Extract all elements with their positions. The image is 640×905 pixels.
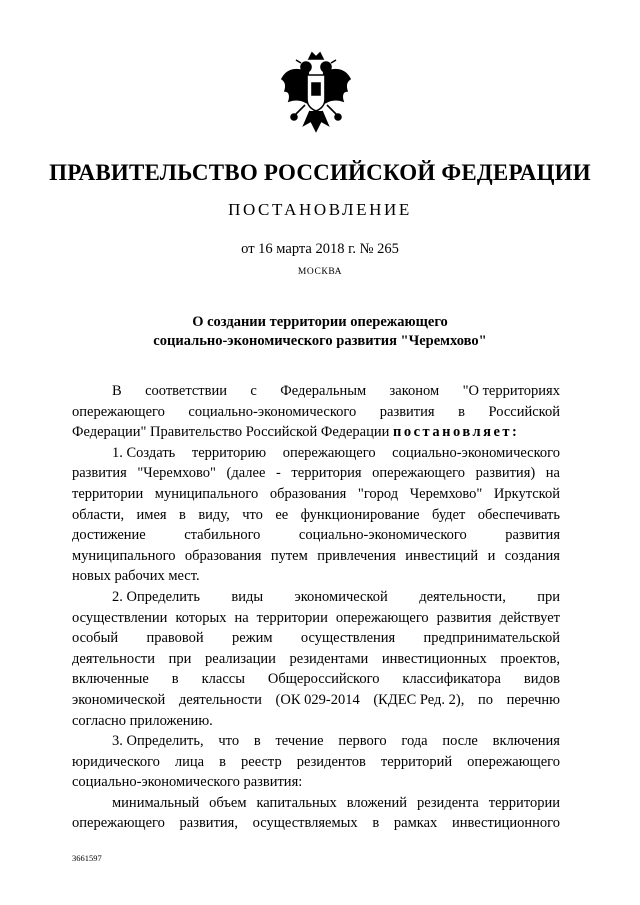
text-line: [72, 566, 560, 587]
document-date-number: от 16 марта 2018 г. № 265: [241, 241, 399, 257]
text-line: [72, 649, 560, 670]
word: опережающего: [372, 465, 465, 482]
word: Иркутской: [493, 485, 560, 502]
text-line: [72, 669, 560, 690]
word: режим: [231, 630, 273, 647]
word: образования: [269, 485, 347, 502]
word: проектов,: [500, 650, 560, 667]
word: инвестиционного: [451, 815, 560, 832]
word: что: [242, 506, 263, 523]
word: в: [253, 733, 261, 750]
word: на: [234, 609, 249, 626]
word: объем: [209, 794, 247, 811]
word: создания: [504, 547, 560, 564]
word: капитальных: [256, 794, 337, 811]
word: территорий: [380, 753, 453, 770]
word: года: [401, 733, 428, 750]
word: что: [218, 733, 240, 750]
word: предпринимательской: [423, 630, 560, 647]
text-line: [72, 772, 560, 793]
word: "О территориях: [462, 383, 560, 399]
word: которых: [175, 609, 227, 626]
word: социально-экономического: [298, 527, 467, 544]
word: особый: [72, 630, 119, 647]
text-line: [72, 422, 560, 443]
word: развития): [475, 465, 536, 482]
text-line: [72, 628, 560, 649]
word: деятельности,: [419, 588, 506, 605]
word: Общероссийского: [267, 671, 380, 688]
word: опережающего: [335, 609, 429, 626]
word: "Черемхово": [137, 465, 216, 482]
word: Российской: [488, 403, 560, 420]
word: развития: [379, 403, 435, 420]
word: "город: [357, 485, 399, 502]
word: перечню: [506, 691, 560, 708]
word: включенные: [72, 671, 149, 688]
word: в: [171, 671, 179, 688]
document-body: [72, 381, 560, 834]
word: виду,: [198, 506, 230, 523]
word: (КДЕС Ред. 2),: [373, 691, 465, 708]
word: видов: [523, 671, 560, 688]
word: будет: [432, 506, 466, 523]
word: с: [250, 383, 257, 399]
word: осуществления: [300, 630, 396, 647]
word: действует: [499, 609, 560, 626]
word: виды: [231, 588, 264, 605]
word: включения: [492, 733, 560, 750]
word: опережающего: [72, 815, 165, 832]
word: первого: [338, 733, 387, 750]
word: деятельности: [178, 691, 262, 708]
text-line: [72, 505, 560, 526]
word: рамках: [393, 815, 438, 832]
word: Федеральным: [280, 383, 367, 399]
word: Черемхово": [409, 485, 483, 502]
word: опережающего: [467, 753, 560, 770]
word: течение: [275, 733, 324, 750]
text-line: [72, 731, 560, 752]
word: образования: [184, 547, 262, 564]
word: и: [487, 547, 496, 564]
text-line: [72, 813, 560, 834]
word: территории: [256, 609, 328, 626]
word: опережающего: [72, 403, 165, 420]
word: в: [219, 753, 226, 770]
document-city: МОСКВА: [297, 267, 343, 277]
word: 3. Определить,: [112, 733, 204, 750]
text-line: [72, 463, 560, 484]
text-line: [72, 690, 560, 711]
word: соответствии: [145, 383, 228, 399]
text-line: [72, 525, 560, 546]
word: путем: [270, 547, 308, 564]
word: после: [442, 733, 478, 750]
word: стабильного: [184, 527, 261, 544]
word: осуществляемых: [252, 815, 358, 832]
word: развития: [436, 609, 492, 626]
word: классификатора: [402, 671, 501, 688]
text-line: [72, 711, 560, 732]
word: привлечения: [317, 547, 396, 564]
word: законом: [389, 383, 440, 399]
subject-line: О создании территории опережающего: [192, 314, 448, 330]
word: экономической: [72, 691, 166, 708]
word: (ОК 029-2014: [275, 691, 360, 708]
text-line: [72, 587, 560, 608]
line-text: согласно приложению.: [72, 712, 213, 729]
word: развития: [505, 527, 560, 544]
line-text: социально-экономического развития:: [72, 774, 303, 791]
word: (далее: [226, 465, 266, 482]
text-line: [72, 443, 560, 464]
word: территории: [72, 485, 144, 502]
word: экономической: [294, 588, 388, 605]
word: деятельности: [72, 650, 156, 667]
word: функционирование: [300, 506, 420, 523]
document-subject: [0, 313, 640, 351]
decree-keyword: постановляет:: [393, 424, 520, 441]
word: резидентов: [296, 753, 366, 770]
word: в: [458, 403, 465, 420]
word: реализации: [204, 650, 276, 667]
word: -: [275, 465, 281, 482]
word: инвестиций: [405, 547, 479, 564]
word: в: [179, 506, 186, 523]
word: развития: [72, 465, 127, 482]
word: муниципального: [154, 485, 259, 502]
line-text: Федерации" Правительство Российской Федерации: [72, 424, 390, 441]
word: муниципального: [72, 547, 176, 564]
text-line: [72, 381, 560, 402]
word: области,: [72, 506, 125, 523]
word: правовой: [146, 630, 204, 647]
word: имея: [136, 506, 167, 523]
government-title: ПРАВИТЕЛЬСТВО РОССИЙСКОЙ ФЕДЕРАЦИИ: [49, 160, 591, 185]
word: в: [372, 815, 380, 832]
word: развития,: [179, 815, 238, 832]
word: классы: [201, 671, 245, 688]
word: 1. Создать: [112, 444, 176, 461]
word: резидентами: [289, 650, 369, 667]
word: юридического: [72, 753, 160, 770]
word: социально-экономического: [392, 444, 560, 461]
word: реестр: [241, 753, 282, 770]
word: минимальный: [112, 794, 200, 811]
word: осуществлении: [72, 609, 168, 626]
word: на: [545, 465, 560, 482]
text-line: [72, 793, 560, 814]
subject-line: социально-экономического развития "Черемхово": [153, 333, 487, 349]
word: инвестиционных: [381, 650, 487, 667]
coat-of-arms-icon: [279, 49, 353, 137]
document-code: 3661597: [72, 853, 102, 863]
text-line: [72, 608, 560, 629]
word: резидента: [416, 794, 479, 811]
text-line: [72, 484, 560, 505]
word: социально-экономического: [188, 403, 357, 420]
word: опережающего: [282, 444, 376, 461]
word: вложений: [346, 794, 408, 811]
line-text: новых рабочих мест.: [72, 568, 200, 585]
word: обеспечивать: [477, 506, 560, 523]
word: при: [537, 588, 560, 605]
text-line: [72, 752, 560, 773]
word: лица: [174, 753, 205, 770]
word: достижение: [72, 527, 146, 544]
text-line: [72, 546, 560, 567]
word: территорию: [191, 444, 267, 461]
word: по: [477, 691, 493, 708]
text-line: [72, 402, 560, 423]
word: территории: [488, 794, 560, 811]
word: В: [112, 383, 122, 399]
word: 2. Определить: [112, 588, 200, 605]
word: территория: [291, 465, 362, 482]
word: ее: [275, 506, 289, 523]
word: при: [168, 650, 192, 667]
document-type: ПОСТАНОВЛЕНИЕ: [228, 200, 412, 219]
